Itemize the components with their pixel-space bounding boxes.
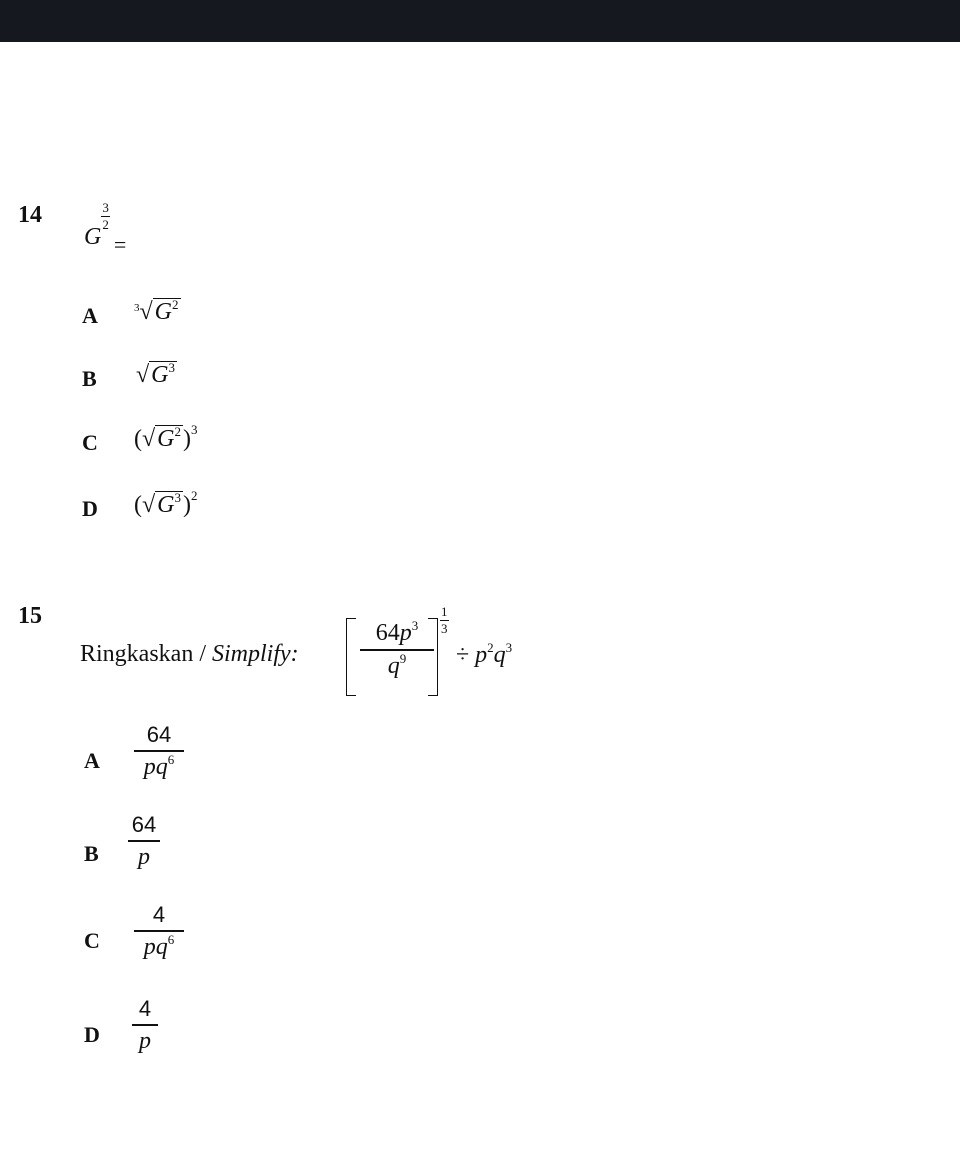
top-bar — [0, 0, 960, 42]
option-15-d-fraction: 4 p — [132, 996, 158, 1055]
question-14-stem: G $\frac{3}{2}$ = — [84, 200, 127, 257]
option-15-b-fraction: 64 p — [128, 812, 160, 871]
option-14-c-letter: C — [82, 430, 98, 455]
option-15-a-letter: A — [84, 748, 100, 773]
option-14-b-letter: B — [82, 366, 97, 391]
option-15-a-fraction: 64 $pq^6$ — [134, 722, 184, 781]
option-15-c-fraction: 4 $pq^6$ — [134, 902, 184, 961]
bracket-fraction: $64p^3$ $q^9$ — [360, 620, 434, 680]
option-15-d-letter: D — [84, 1022, 100, 1047]
option-15-c-letter: C — [84, 928, 100, 953]
option-14-a-letter: A — [82, 303, 98, 328]
outer-exponent: 1 3 — [441, 604, 448, 636]
option-14-d-expression: $(√G^3)^2$ — [134, 488, 198, 518]
option-15-b-letter: B — [84, 841, 99, 866]
option-14-b-expression: $√G^3$ — [136, 360, 176, 388]
question-15-number: 15 — [18, 603, 42, 629]
option-14-a-expression: $^3√G^2$ — [134, 297, 179, 325]
left-bracket — [346, 618, 356, 696]
right-bracket — [428, 618, 438, 696]
option-14-d-letter: D — [82, 496, 98, 521]
question-15-expression — [346, 600, 546, 700]
question-15-prompt: Ringkaskan / Simplify: — [80, 641, 299, 667]
option-14-c-expression: $(√G^2)^3$ — [134, 422, 198, 452]
divide-term: ÷ $p^2q^3$ — [456, 640, 513, 668]
question-14-number: 14 — [18, 202, 42, 228]
